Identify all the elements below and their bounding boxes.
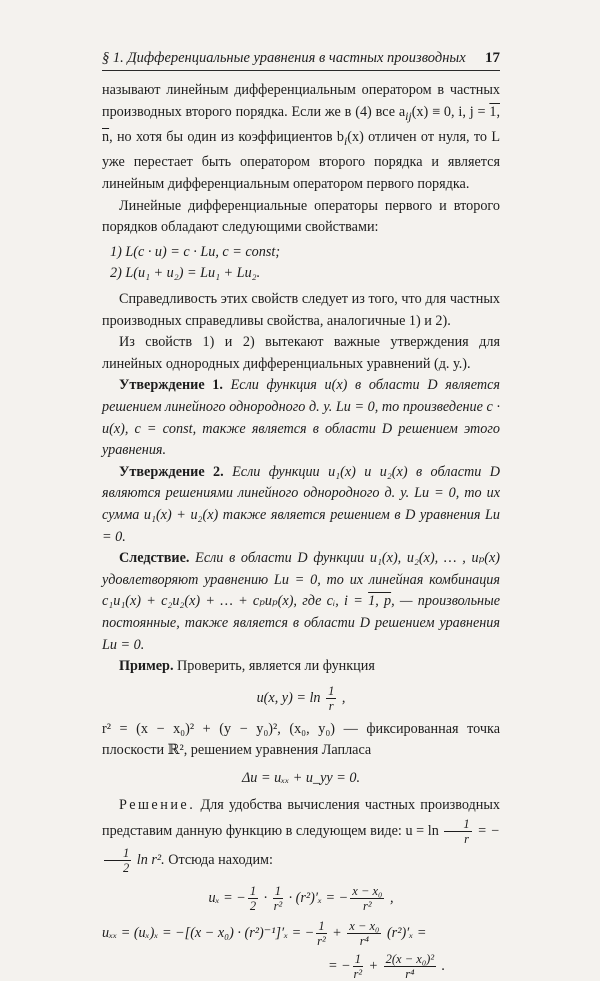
solution: Решение. Для удобства вычисления частных производных представим данную функцию в следующем виде: u = ln $\frac{1}{r}$ = − $\frac{1}{2}$ ln r². Отсюда находим:	[102, 797, 500, 876]
formula-uxx: uₓₓ = (uₓ)ₓ = −[(x − x₀) · (r²)⁻¹]′ₓ = − $\frac{1}{\text{r²}}$ + $\frac{\text{x − x₀}}{\text{r⁴}}$ (r²)′ₓ =	[102, 919, 427, 949]
paragraph-justification: Справедливость этих свойств следует из того, что для частных производных справедливы свойства, аналогичные 1) и 2).	[102, 291, 500, 329]
example: Пример. Проверить, является ли функция	[119, 658, 375, 675]
claim-2: Утверждение 2. Если функции u₁(x) и u₂(x) в области D являются решениями линейного однородного д. у. Lu = 0, то их сумма u₁(x) + u₂(x) также является решением в D уравнения Lu = 0.	[102, 463, 500, 545]
paragraph-operator-definition: называют линейным дифференциальным оператором в частных производных второго порядка. Если же в (4) все $a_{ij}(x) \equiv 0$, i, j = 1, n, но хотя бы один из коэффициентов $b_i(x)$ отличен от нуля, то L уже перестает быть оператором второго порядка и является линейным дифференциальным оператором первого порядка.	[102, 82, 500, 193]
paragraph-properties-intro: Линейные дифференциальные операторы первого и второго порядков обладают следующими свойствами:	[102, 197, 500, 236]
formula-laplace: Δu = uₓₓ + u_yy = 0.	[241, 769, 360, 786]
formula-uxx-result: = − $\frac{1}{\text{r²}}$ + $\frac{\text{2(x − x₀)²}}{\text{r⁴}}$ .	[328, 952, 446, 981]
page-content	[102, 80, 500, 981]
property-2: 2) L(u₁ + u₂) = Lu₁ + Lu₂.	[110, 265, 261, 282]
formula-u-ln: u(x, y) = ln $\frac{1}{r}$ ,	[256, 683, 346, 713]
properties-list	[102, 242, 500, 285]
paragraph-consequences: Из свойств 1) и 2) вытекают важные утверждения для линейных однородных дифференциальных уравнений (д. у.).	[102, 334, 500, 372]
page-number: 17	[485, 50, 500, 66]
formula-ux: uₓ = − $\frac{1}{2}$ · $\frac{1}{\text{r²}}$ · (r²)′ₓ = − $\frac{\text{x − x₀}}{\text{r²}}$ ,	[208, 884, 394, 914]
header-title: § 1. Дифференциальные уравнения в частных производных	[102, 50, 466, 66]
paragraph-r-definition: r² = (x − x₀)² + (y − y₀)², (x₀, y₀) — фиксированная точка плоскости ℝ², решением уравнения Лапласа	[102, 720, 500, 759]
claim-1: Утверждение 1. Если функция u(x) в области D является решением линейного однородного д. у. Lu = 0, то произведение c · u(x), c = const, также является в области D решением этого уравнения.	[102, 377, 501, 459]
property-1: 1) L(c · u) = c · Lu, c = const;	[110, 243, 281, 260]
running-header	[102, 50, 500, 71]
corollary: Следствие. Если в области D функции u₁(x), u₂(x), … , uₚ(x) удовлетворяют уравнению Lu = 0, то их линейная комбинация c₁u₁(x) + c₂u₂(x) + … + cₚuₚ(x), где cᵢ, i = 1, p, — произвольные постоянные, также является в области D решением уравнения Lu = 0.	[102, 550, 500, 653]
